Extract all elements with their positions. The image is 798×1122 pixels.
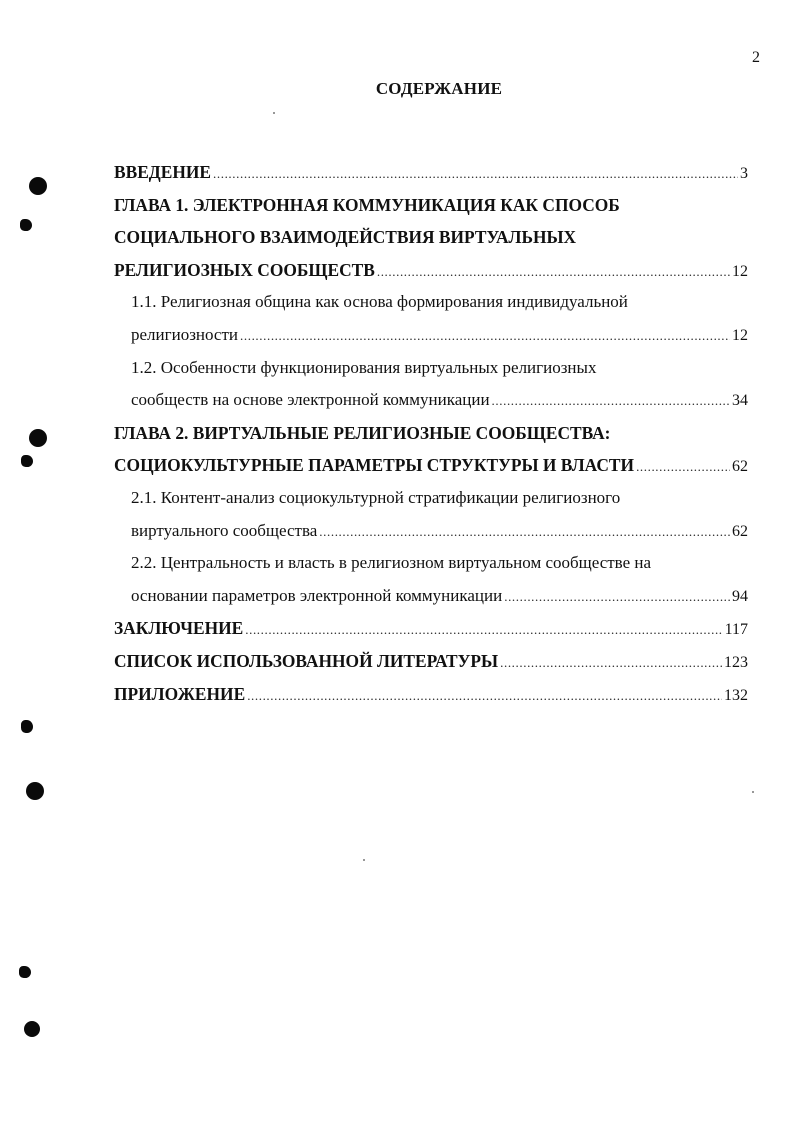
page-number: 2: [752, 49, 760, 66]
toc-entry-title: сообществ на основе электронной коммуникации: [131, 390, 490, 410]
toc-leader-dots: [504, 581, 730, 614]
toc-entry-title: основании параметров электронной коммуникации: [131, 585, 503, 605]
binder-hole-mark: [29, 177, 47, 195]
binder-hole-mark: [24, 1021, 40, 1037]
toc-entry-title: ГЛАВА 2. ВИРТУАЛЬНЫЕ РЕЛИГИОЗНЫЕ СООБЩЕСТВА:: [114, 422, 611, 443]
toc-entry-title: ГЛАВА 1. ЭЛЕКТРОННАЯ КОММУНИКАЦИЯ КАК СПОСОБ: [114, 194, 620, 215]
table-of-contents: [114, 156, 748, 710]
toc-entry-page: 62: [732, 458, 748, 476]
binder-hole-mark: [29, 429, 47, 447]
toc-leader-dots: [319, 516, 730, 549]
toc-entry-conclusion[interactable]: [114, 612, 748, 645]
binder-hole-mark: [26, 782, 44, 800]
toc-entry-section-1-1[interactable]: [114, 319, 748, 352]
toc-entry-title: СОЦИАЛЬНОГО ВЗАИМОДЕЙСТВИЯ ВИРТУАЛЬНЫХ: [114, 227, 577, 248]
toc-entry-chapter-2-line-1: [114, 417, 748, 450]
toc-entry-chapter-1-line-2: [114, 221, 748, 254]
toc-leader-dots: [245, 614, 722, 647]
toc-entry-introduction[interactable]: [114, 156, 748, 189]
scan-speck-mark: [21, 455, 33, 467]
scan-speck-mark: [20, 219, 32, 231]
toc-leader-dots: [636, 451, 730, 484]
scan-dust-mark: [752, 791, 754, 793]
toc-entry-title: РЕЛИГИОЗНЫХ СООБЩЕСТВ: [114, 259, 375, 280]
toc-entry-page: 12: [732, 262, 748, 280]
toc-leader-dots: [240, 320, 730, 353]
toc-entry-section-1-2-line-1: [114, 352, 748, 385]
toc-entry-bibliography[interactable]: [114, 645, 748, 678]
toc-entry-section-2-2[interactable]: [114, 580, 748, 613]
toc-entry-chapter-1[interactable]: [114, 254, 748, 287]
toc-entry-title: СОЦИОКУЛЬТУРНЫЕ ПАРАМЕТРЫ СТРУКТУРЫ И ВЛАСТИ: [114, 455, 635, 476]
toc-leader-dots: [377, 256, 730, 289]
scan-dust-mark: [363, 859, 365, 861]
toc-entry-page: 94: [732, 587, 748, 605]
scan-speck-mark: [19, 966, 31, 978]
toc-leader-dots: [247, 680, 722, 713]
toc-entry-page: 132: [724, 686, 748, 704]
toc-entry-page: 117: [724, 621, 748, 639]
toc-entry-page: 62: [732, 522, 748, 540]
toc-entry-appendix[interactable]: [114, 678, 748, 711]
toc-entry-title: ЗАКЛЮЧЕНИЕ: [114, 618, 244, 639]
toc-entry-page: 3: [740, 165, 748, 182]
toc-entry-section-1-2[interactable]: [114, 384, 748, 417]
toc-entry-title: ПРИЛОЖЕНИЕ: [114, 683, 246, 704]
toc-entry-section-2-1-line-1: [114, 482, 748, 515]
page-title: СОДЕРЖАНИЕ: [375, 79, 503, 98]
toc-entry-page: 34: [732, 392, 748, 410]
toc-entry-title: религиозности: [131, 324, 239, 344]
toc-entry-title: ВВЕДЕНИЕ: [114, 162, 212, 182]
toc-entry-page: 123: [724, 653, 748, 671]
toc-leader-dots: [500, 647, 722, 680]
toc-entry-page: 12: [732, 326, 748, 344]
toc-leader-dots: [492, 385, 730, 418]
scan-speck-mark: [21, 720, 33, 733]
toc-entry-title: 2.1. Контент-анализ социокультурной стратификации религиозного: [131, 487, 621, 507]
toc-entry-section-2-1[interactable]: [114, 515, 748, 548]
toc-entry-chapter-1-line-1: [114, 189, 748, 222]
toc-entry-title: виртуального сообщества: [131, 520, 318, 540]
toc-entry-section-2-2-line-1: [114, 547, 748, 580]
toc-entry-title: СПИСОК ИСПОЛЬЗОВАННОЙ ЛИТЕРАТУРЫ: [114, 650, 499, 671]
scan-dust-mark: [273, 112, 275, 114]
toc-entry-title: 1.2. Особенности функционирования виртуальных религиозных: [131, 357, 597, 377]
toc-entry-title: 2.2. Центральность и власть в религиозном виртуальном сообществе на: [131, 553, 652, 573]
toc-leader-dots: [213, 158, 738, 191]
toc-entry-section-1-1-line-1: [114, 286, 748, 319]
toc-entry-chapter-2[interactable]: [114, 449, 748, 482]
toc-entry-title: 1.1. Религиозная община как основа формирования индивидуальной: [131, 292, 628, 312]
